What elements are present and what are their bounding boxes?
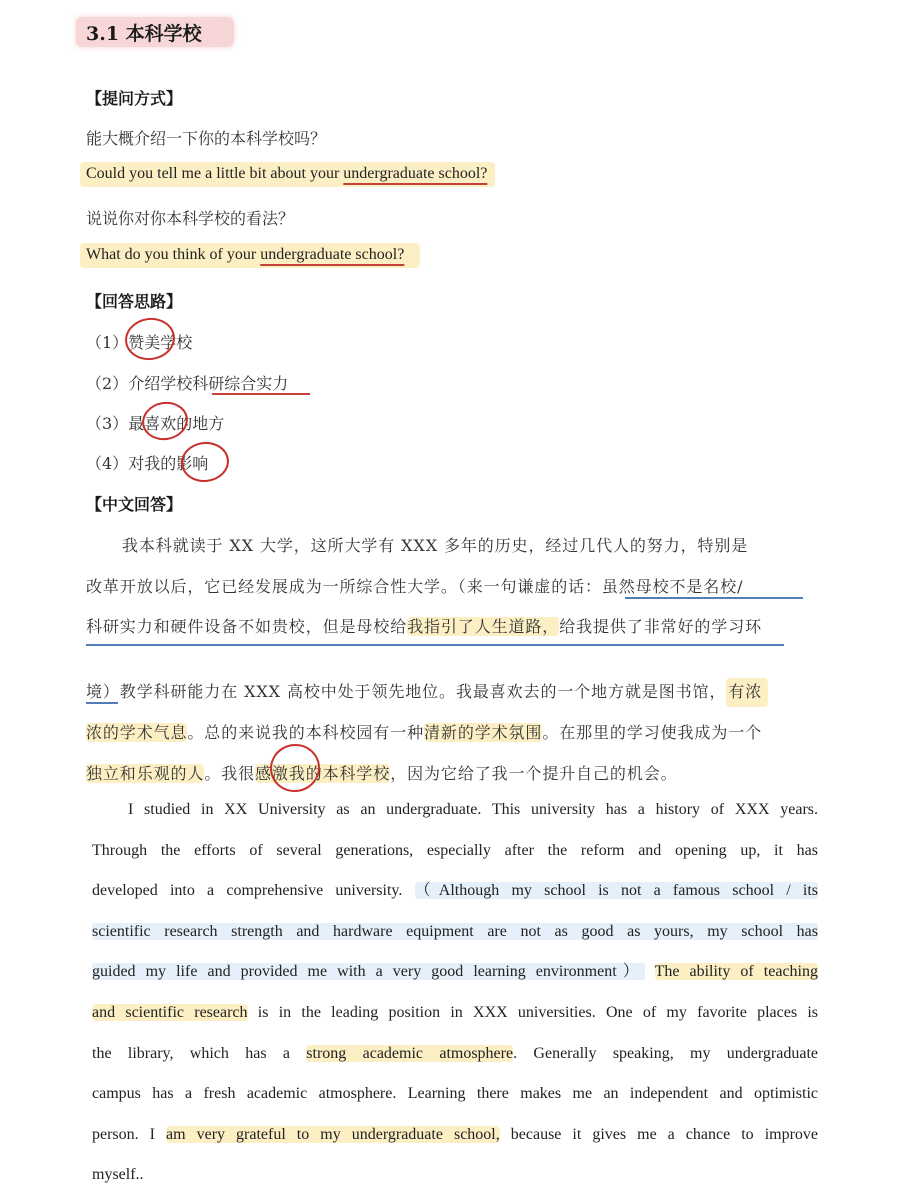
- zh-answer-line-6: 独立和乐观的人。我很感激我的本科学校，因为它给了我一个提升自己的机会。: [86, 764, 678, 783]
- yellow-highlight: am very grateful to my undergraduate school,: [166, 1125, 500, 1143]
- approach-item-4-num: （4）: [86, 454, 129, 473]
- blue-underline-annotation: [625, 597, 803, 599]
- approach-item-3-text: 最喜欢的地方: [128, 414, 225, 433]
- question-en-1-underlined: undergraduate school?: [343, 165, 488, 182]
- zh-answer-line-2: 改革开放以后，它已经发展成为一所综合性大学。（来一句谦虚的话：虽然母校不是名校/: [86, 577, 744, 596]
- question-zh-2: 说说你对你本科学校的看法？: [86, 209, 295, 228]
- yellow-highlight: and scientific research: [92, 1003, 248, 1021]
- yellow-highlight: 感激我的本科学校: [255, 764, 391, 783]
- red-underline-annotation: [212, 393, 310, 395]
- en-answer-line-2: Through the efforts of several generations, especially after the reform and opening up, it has: [92, 841, 818, 859]
- section-title: 3.1 本科学校: [86, 23, 202, 45]
- en-answer-line-5: [92, 952, 818, 993]
- zh-answer-line-4: 境）教学科研能力在 XXX 高校中处于领先地位。我最喜欢去的一个地方就是图书馆， 有浓: [86, 679, 768, 702]
- english-answer: [92, 790, 818, 1196]
- question-zh-1: 能大概介绍一下你的本科学校吗？: [86, 129, 327, 148]
- en-answer-line-10: myself..: [92, 1166, 144, 1184]
- question-en-2-underlined: undergraduate school?: [260, 246, 405, 263]
- answer-approach-heading: 【回答思路】: [86, 292, 183, 311]
- yellow-highlight: strong academic atmosphere: [306, 1044, 514, 1062]
- red-circle-annotation: [139, 398, 191, 443]
- yellow-highlight: 我指引了人生道路，: [407, 617, 560, 636]
- approach-item-2-num: （2）: [86, 374, 129, 393]
- blue-highlight: （Although my school is not a famous school / its: [414, 882, 818, 900]
- yellow-highlight: 清新的学术氛围: [424, 723, 543, 742]
- en-answer-line-1: I studied in XX University as an undergraduate. This university has a history of XXX years.: [128, 801, 818, 818]
- question-en-1-prefix: Could you tell me a little bit about your: [86, 165, 344, 182]
- approach-item-2-underlined: 科研综合实力: [192, 374, 289, 393]
- question-method-heading: 【提问方式】: [86, 89, 183, 108]
- red-circle-annotation: [179, 440, 231, 485]
- chinese-answer-heading: 【中文回答】: [86, 495, 183, 514]
- question-en-2: [80, 243, 420, 268]
- blue-highlight: scientific research strength and hardware equipment are not as good as yours, my school has: [92, 922, 818, 940]
- en-answer-line-7: the library, which has a strong academic atmosphere. Generally speaking, my undergraduate: [92, 1044, 818, 1062]
- blue-underline-annotation: [86, 702, 118, 704]
- red-circle-annotation: [266, 739, 325, 796]
- en-answer-line-4: [92, 912, 818, 953]
- en-answer-line-9: person. I am very grateful to my undergraduate school, because it gives me a chance to improve: [92, 1125, 819, 1143]
- approach-item-4-text: 对我的影响: [128, 454, 209, 473]
- yellow-highlight: The ability of teaching: [654, 963, 819, 981]
- approach-item-1-num: （1）: [86, 333, 129, 352]
- approach-item-1-text: 赞美学校: [128, 333, 193, 352]
- question-en-1: [80, 162, 495, 187]
- en-answer-line-3: developed into a comprehensive university. （Although my school is not a famous school / its: [92, 882, 818, 900]
- blue-underlined-text: 虽然母校不是名校/: [601, 577, 744, 596]
- en-answer-line-6: and scientific research is in the leading position in XXX universities. One of my favorite places is: [92, 1003, 818, 1021]
- blue-underline-annotation: [86, 644, 784, 646]
- yellow-highlight: 有浓: [726, 678, 768, 707]
- zh-answer-line-5: 浓的学术气息。总的来说我的本科校园有一种清新的学术氛围。在那里的学习使我成为一个: [86, 723, 763, 742]
- zh-answer-line-3: 科研实力和硬件设备不如贵校，但是母校给我指引了人生道路，给我提供了非常好的学习环: [86, 617, 763, 636]
- en-answer-line-8: campus has a fresh academic atmosphere. Learning there makes me an independent and optimistic: [92, 1085, 818, 1103]
- approach-item-2: [86, 371, 288, 394]
- question-en-2-prefix: What do you think of your: [86, 246, 261, 263]
- yellow-highlight: 浓的学术气息: [86, 723, 188, 742]
- blue-highlight: guided my life and provided me with a very good learning environment）: [92, 963, 645, 981]
- red-circle-annotation: [122, 315, 177, 364]
- approach-item-2-prefix: 介绍学校: [128, 374, 193, 393]
- approach-item-3-num: （3）: [86, 414, 129, 433]
- zh-answer-line-1: 我本科就读于 XX 大学，这所大学有 XXX 多年的历史，经过几代人的努力，特别是: [122, 536, 749, 555]
- yellow-highlight: 独立和乐观的人: [86, 764, 205, 783]
